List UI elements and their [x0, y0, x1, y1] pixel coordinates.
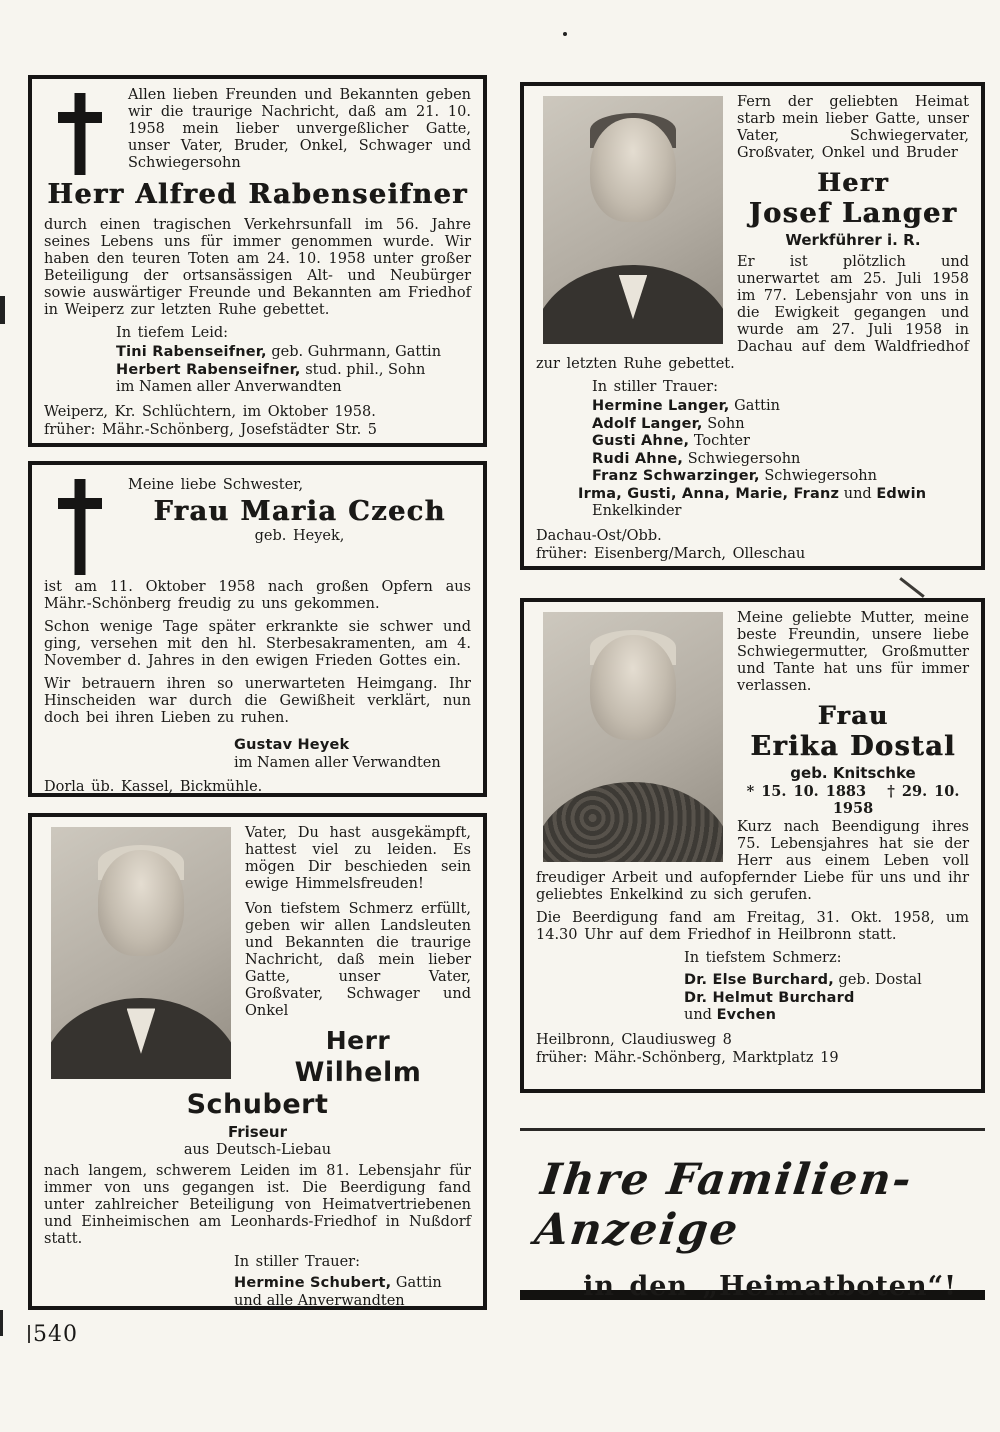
mourners-note: und alle Anverwandten [234, 1292, 405, 1309]
place-line: Heilbronn, Claudiusweg 8 [536, 1031, 732, 1048]
scan-artifact [563, 32, 567, 36]
deceased-name: Erika Dostal [750, 731, 956, 762]
deceased-name: Wilhelm Schubert [186, 1057, 422, 1120]
obituary-body: ist am 11. Oktober 1958 nach großen Opfern aus Mähr.-Schönberg freudig zu uns gekommen. [44, 579, 471, 612]
mourner-row: Rudi Ahne, Schwiegersohn [592, 450, 801, 467]
cross-icon [58, 93, 102, 175]
mourning-lead: In tiefem Leid: [116, 325, 229, 341]
mourner-row: Adolf Langer, Sohn [592, 415, 745, 432]
page-number: 540 [28, 1322, 78, 1347]
place-line: Dachau-Ost/Obb. [536, 527, 662, 544]
mourning-lead: In stiller Trauer: [592, 379, 718, 395]
mourning-lead: In tiefstem Schmerz: [684, 950, 842, 966]
obituary-langer [520, 82, 985, 570]
deceased-title: Herr [325, 1026, 391, 1055]
deceased-name: Herr Alfred Rabenseifner [47, 179, 468, 210]
mourners-block [116, 325, 471, 397]
portrait-photo-langer [543, 96, 723, 344]
obituary-intro: Fern der geliebten Heimat starb mein lieber Gatte, unser Vater, Schwiegervater, Großvater, Onkel und Bruder [737, 94, 969, 161]
former-line: früher: Eisenberg/March, Olleschau [536, 545, 806, 562]
obituary-dostal [520, 598, 985, 1093]
mourner-row: Gustav Heyek [234, 737, 350, 753]
mourners-note: im Namen aller Verwandten [234, 754, 441, 771]
place-line: Dorla üb. Kassel, Bickmühle. [44, 779, 263, 795]
family-ad-banner [520, 1128, 985, 1300]
mourner-row: Irma, Gusti, Anna, Marie, Franz und Edwin [578, 485, 927, 502]
mourners-block [234, 1254, 471, 1310]
cross-icon [58, 479, 102, 575]
mourner-row: Franz Schwarzinger, Schwiegersohn [592, 468, 877, 484]
obituary-body: Schon wenige Tage später erkrankte sie schwer und ging, versehen mit den hl. Sterbesakramenten, am 4. November d. Jahres in den ewigen Frieden Gottes ein. [44, 619, 471, 669]
maiden-name: geb. Heyek, [254, 528, 345, 544]
obituary-body: durch einen tragischen Verkehrsunfall im 56. Jahre seines Lebens uns für immer genommen wurde. Wir haben den teuren Toten am 24. 10. 1958 unter großer Beteiligung der ortsansässigen Alt- und Neubürger sowie auswärtiger Freunde und Bekannten am Friedhof in Weiperz zur letzten Ruhe gebettet. [44, 217, 471, 318]
obituary-intro: Meine geliebte Mutter, meine beste Freundin, unsere liebe Schwiegermutter, Großmutter und Tante hat uns für immer verlassen. [737, 610, 969, 694]
mourner-row: Hermine Langer, Gattin [592, 398, 780, 414]
mourners-block [578, 379, 969, 521]
origin-line: aus Deutsch-Liebau [183, 1142, 332, 1158]
profession: Werkführer i. R. [785, 231, 921, 249]
obituary-rabenseifner [28, 75, 487, 447]
obituary-intro: Allen lieben Freunden und Bekannten geben wir die traurige Nachricht, daß am 21. 10. 1958 mein lieber unvergeßlicher Gatte, unser Vater, Bruder, Onkel, Schwager und Schwiegersohn [128, 87, 471, 171]
ad-script-line: Ihre Familien-Anzeige [531, 1155, 916, 1255]
place-line: Weiperz, Kr. Schlüchtern, im Oktober 1958. [44, 403, 376, 420]
deceased-name: Josef Langer [748, 198, 958, 229]
former-line: früher: Mähr.-Schönberg, Josefstädter Str. 5 [44, 421, 378, 438]
mourner-row: Enkelkinder [592, 503, 682, 519]
scan-artifact [0, 1310, 3, 1336]
salutation: Meine liebe Schwester, [128, 477, 304, 493]
obituary-body: nach langem, schwerem Leiden im 81. Lebensjahr für immer von uns gegangen ist. Die Beerdigung fand unter zahlreicher Beteiligung von Heimatvertriebenen und Einheimischen am Leonhards-Friedhof in Nußdorf statt. [44, 1163, 471, 1247]
portrait-photo-dostal [543, 612, 723, 862]
deceased-title: Frau [817, 701, 889, 730]
obituary-body: Wir betrauern ihren so unerwarteten Heimgang. Ihr Hinscheiden war durch die Gewißheit verklärt, nun doch bei ihren Lieben zu ruhen. [44, 676, 471, 726]
mourner-row: Tini Rabenseifner, geb. Guhrmann, Gattin [116, 344, 442, 360]
obituary-czech [28, 461, 487, 797]
mourners-block [684, 950, 969, 1025]
deceased-title: Herr [817, 168, 889, 197]
mourners-block [234, 737, 471, 772]
mourner-row: Herbert Rabenseifner, stud. phil., Sohn [116, 361, 426, 378]
obituary-body: Kurz nach Beendigung ihres 75. Lebensjahres hat sie der Herr aus einem Leben voll freudiger Arbeit und aufopfernder Liebe für uns und ihr geliebtes Enkelkind zu sich gerufen. [536, 819, 969, 903]
mourning-lead: In stiller Trauer: [234, 1254, 360, 1270]
obituary-schubert [28, 813, 487, 1310]
maiden-name: geb. Knitschke [790, 764, 916, 782]
ad-bold-line: in den „Heimatboten“! [583, 1271, 957, 1302]
obituary-body: Die Beerdigung fand am Freitag, 31. Okt. 1958, um 14.30 Uhr auf dem Friedhof in Heilbronn statt. [536, 910, 969, 943]
verse-text: Vater, Du hast ausgekämpft, hattest viel zu leiden. Es mögen Dir beschieden sein ewige Himmelsfreuden! [245, 825, 471, 892]
profession: Friseur [227, 1123, 287, 1141]
obituary-intro: Von tiefstem Schmerz erfüllt, geben wir allen Landsleuten und Bekannten die traurige Nachricht, daß mein lieber Gatte, unser Vater, Großvater, Schwager und Onkel [245, 901, 471, 1019]
mourner-row: Dr. Else Burchard, geb. Dostal [684, 972, 922, 988]
mourner-row: und Evchen [684, 1007, 777, 1023]
deceased-name: Frau Maria Czech [153, 496, 446, 527]
mourner-row: Gusti Ahne, Tochter [592, 433, 750, 449]
mourners-note: im Namen aller Anverwandten [116, 379, 342, 395]
former-line: früher: Mähr.-Schönberg, Marktplatz 19 [536, 1049, 839, 1066]
life-dates: * 15. 10. 1883 † 29. 10. 1958 [746, 783, 960, 817]
portrait-photo-schubert [51, 827, 231, 1079]
scan-artifact [899, 577, 924, 598]
mourner-row: Dr. Helmut Burchard [684, 989, 855, 1006]
obituary-body: Er ist plötzlich und unerwartet am 25. Juli 1958 im 77. Lebensjahr von uns in die Ewigkeit gegangen und wurde am 27. Juli 1958 in Dachau auf dem Waldfriedhof zur letzten Ruhe gebettet. [536, 254, 969, 372]
scan-artifact [0, 296, 5, 324]
mourner-row: Hermine Schubert, Gattin [234, 1275, 442, 1291]
